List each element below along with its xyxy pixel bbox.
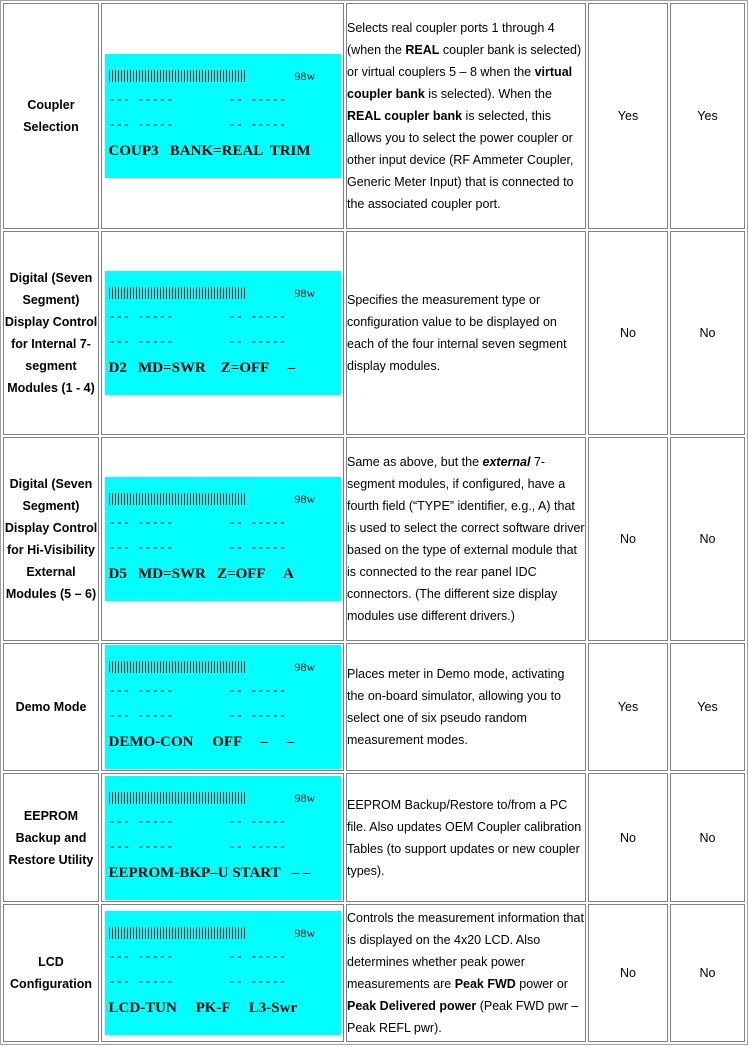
desc-text: Selects real coupler ports 1 through 4 (when the bbox=[347, 21, 555, 57]
table-row bbox=[3, 643, 745, 771]
lcd-dashes: --- ----- bbox=[108, 541, 174, 555]
setting-name: Coupler Selection bbox=[3, 3, 99, 229]
power-bargraph bbox=[109, 661, 246, 673]
lcd-bottom-line: COUP3 BANK=REAL TRIM bbox=[108, 143, 311, 159]
setting-description bbox=[346, 3, 586, 229]
setting-name: Digital (Seven Segment) Display Control for Internal 7-segment Modules (1 - 4) bbox=[3, 231, 99, 435]
table-row bbox=[3, 904, 745, 1042]
desc-text: (Peak FWD pwr – Peak REFL pwr). bbox=[347, 999, 579, 1035]
lcd-dashes: --- ----- bbox=[108, 335, 174, 349]
power-bargraph bbox=[109, 493, 246, 505]
lcd-dashes: --- ----- bbox=[108, 814, 174, 829]
col4-value: No bbox=[588, 437, 668, 641]
table-row bbox=[3, 773, 745, 902]
col5-value: No bbox=[670, 231, 745, 435]
lcd-cell bbox=[101, 643, 344, 771]
lcd-cell bbox=[101, 904, 344, 1042]
power-bargraph bbox=[109, 287, 246, 299]
lcd-screen bbox=[105, 911, 341, 1035]
col4-value: No bbox=[588, 904, 668, 1042]
lcd-cell bbox=[101, 437, 344, 641]
desc-text: power or bbox=[515, 977, 568, 991]
lcd-dashes: --- ----- bbox=[108, 709, 174, 723]
lcd-dashes: --- ----- bbox=[108, 93, 174, 107]
setting-name: Demo Mode bbox=[3, 643, 99, 771]
lcd-bottom-line: D5 MD=SWR Z=OFF A bbox=[108, 566, 294, 582]
col5-value: Yes bbox=[670, 3, 745, 229]
lcd-watts: 98w bbox=[294, 286, 316, 300]
desc-bold: virtual coupler bank bbox=[347, 65, 573, 101]
col5-value: No bbox=[670, 437, 745, 641]
setting-name: LCD Configuration bbox=[3, 904, 99, 1042]
lcd-dashes: --- ----- bbox=[108, 950, 174, 964]
lcd-dashes: --- ----- bbox=[108, 684, 174, 698]
lcd-screen bbox=[105, 271, 341, 395]
lcd-watts: 98w bbox=[294, 660, 316, 674]
col4-value: Yes bbox=[588, 643, 668, 771]
lcd-watts: 98w bbox=[294, 492, 316, 506]
lcd-dashes: -- ----- bbox=[228, 93, 287, 107]
table-row bbox=[3, 437, 745, 641]
lcd-bottom-line: D2 MD=SWR Z=OFF – bbox=[108, 360, 296, 376]
lcd-bottom-line: EEPROM-BKP–U START – – bbox=[108, 864, 311, 881]
desc-text: coupler bank is selected) or virtual couplers 5 – 8 when the bbox=[347, 43, 582, 79]
table-row bbox=[3, 3, 745, 229]
setting-description bbox=[346, 904, 586, 1042]
lcd-screen bbox=[105, 776, 341, 900]
lcd-dashes: --- ----- bbox=[108, 516, 174, 530]
lcd-dashes: -- ----- bbox=[228, 516, 287, 530]
desc-bold: REAL bbox=[405, 43, 440, 57]
power-bargraph bbox=[109, 927, 246, 939]
lcd-dashes: -- ----- bbox=[228, 814, 287, 829]
lcd-dashes: -- ----- bbox=[228, 118, 287, 132]
lcd-watts: 98w bbox=[294, 926, 316, 940]
lcd-dashes: -- ----- bbox=[228, 839, 287, 854]
desc-text: EEPROM Backup/Restore to/from a PC file. Also updates OEM Coupler calibration Tables (to support updates or new coupler types). bbox=[347, 797, 582, 878]
desc-text: Places meter in Demo mode, activating the on-board simulator, allowing you to select one of six pseudo random measurement modes. bbox=[347, 667, 565, 747]
lcd-dashes: -- ----- bbox=[228, 541, 287, 555]
desc-bold: Peak FWD bbox=[454, 977, 516, 991]
lcd-bottom-line: DEMO-CON OFF – – bbox=[108, 734, 295, 750]
desc-text: Same as above, but the bbox=[347, 455, 483, 469]
setting-description bbox=[346, 231, 586, 435]
desc-text: is selected). When the bbox=[424, 87, 552, 101]
lcd-cell bbox=[101, 773, 344, 902]
lcd-dashes: --- ----- bbox=[108, 118, 174, 132]
lcd-watts: 98w bbox=[294, 69, 316, 83]
lcd-dashes: -- ----- bbox=[228, 335, 287, 349]
lcd-screen bbox=[105, 645, 341, 769]
lcd-dashes: --- ----- bbox=[108, 310, 174, 324]
desc-bold-italic: external bbox=[482, 455, 531, 469]
lcd-screen bbox=[105, 477, 341, 601]
col4-value: No bbox=[588, 773, 668, 902]
desc-text: is selected, this allows you to select the power coupler or other input device (RF Ammeter Coupler, Generic Meter Input) that is connected to the associated coupler port. bbox=[347, 109, 574, 211]
desc-text: Specifies the measurement type or configuration value to be displayed on each of the four internal seven segment display modules. bbox=[347, 293, 567, 373]
lcd-cell bbox=[101, 3, 344, 229]
lcd-screen bbox=[105, 54, 341, 178]
lcd-dashes: -- ----- bbox=[228, 950, 287, 964]
desc-bold: REAL coupler bank bbox=[347, 109, 463, 123]
desc-text: 7-segment modules, if configured, have a fourth field (“TYPE” identifier, e.g., A) that is used to select the correct software driver based on the type of external module that is connected to the rear panel IDC connectors. (The different size display modules use different drivers.) bbox=[347, 455, 585, 623]
desc-text: Controls the measurement information that is displayed on the 4x20 LCD. Also determines whether peak power measurements are bbox=[347, 911, 584, 991]
lcd-dashes: --- ----- bbox=[108, 839, 174, 854]
lcd-watts: 98w bbox=[294, 790, 316, 805]
setting-name: EEPROM Backup and Restore Utility bbox=[3, 773, 99, 902]
lcd-dashes: -- ----- bbox=[228, 709, 287, 723]
col5-value: Yes bbox=[670, 643, 745, 771]
table-row bbox=[3, 231, 745, 435]
col5-value: No bbox=[670, 904, 745, 1042]
col4-value: Yes bbox=[588, 3, 668, 229]
lcd-dashes: -- ----- bbox=[228, 975, 287, 989]
setting-description bbox=[346, 773, 586, 902]
setting-description bbox=[346, 437, 586, 641]
desc-bold: Peak Delivered power bbox=[347, 999, 477, 1013]
col5-value: No bbox=[670, 773, 745, 902]
lcd-dashes: --- ----- bbox=[108, 975, 174, 989]
setting-description bbox=[346, 643, 586, 771]
power-bargraph bbox=[109, 70, 246, 82]
setting-name: Digital (Seven Segment) Display Control for Hi-Visibility External Modules (5 – 6) bbox=[3, 437, 99, 641]
power-bargraph bbox=[109, 792, 246, 804]
lcd-dashes: -- ----- bbox=[228, 684, 287, 698]
lcd-dashes: -- ----- bbox=[228, 310, 287, 324]
lcd-bottom-line: LCD-TUN PK-F L3-Swr bbox=[108, 1000, 298, 1016]
col4-value: No bbox=[588, 231, 668, 435]
lcd-cell bbox=[101, 231, 344, 435]
